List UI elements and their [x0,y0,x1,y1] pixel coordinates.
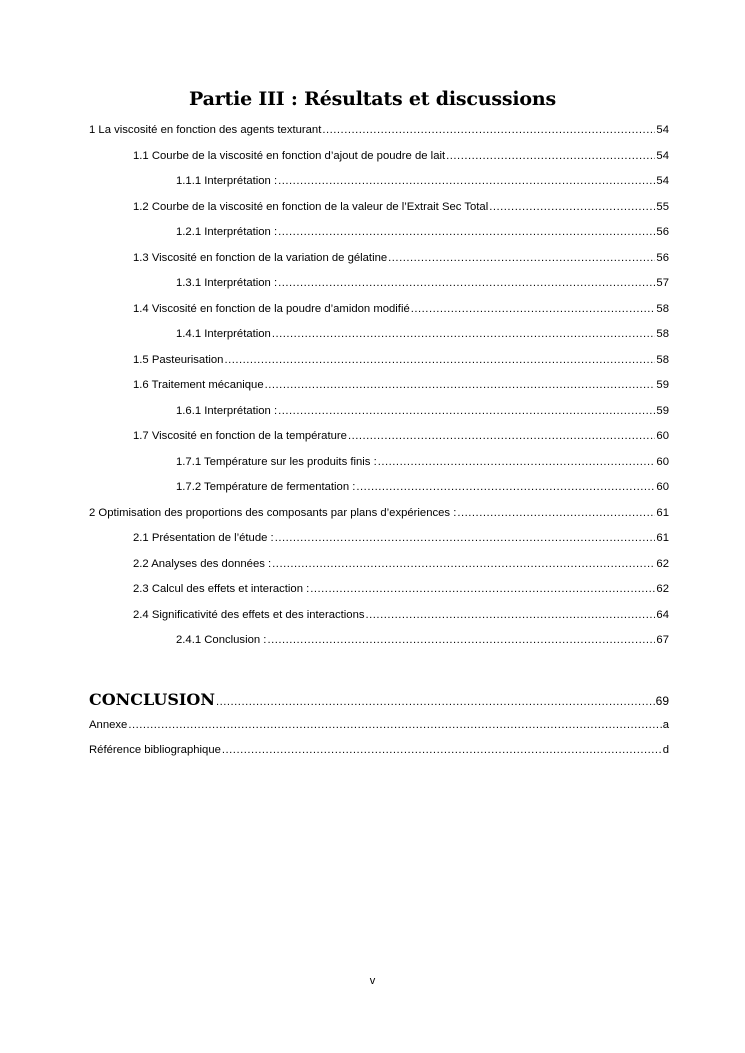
toc-entry[interactable] [176,453,669,479]
toc-entry-page: 61 [656,532,669,544]
toc-entry-text: 2.4 Significativité des effets et des interactions [133,608,365,621]
toc-entry[interactable] [176,402,669,428]
toc-entry[interactable] [176,274,669,300]
toc-entry-page: 61 [656,506,669,519]
toc-entry-text: 1.7 Viscosité en fonction de la température [133,430,347,442]
toc-entry-text: 1.5 Pasteurisation [133,353,224,366]
toc-entries [89,121,669,657]
toc-entry[interactable] [133,249,669,275]
toc-entry-text: 1.4.1 Interprétation [176,328,271,340]
toc-entry-conclusion[interactable] [89,688,669,716]
toc-entry-text: 1.7.2 Température de fermentation : [176,481,356,493]
toc-entry-page: a [662,718,669,731]
toc-entry-page: 59 [656,379,669,391]
toc-entry[interactable] [133,351,669,377]
toc-entry[interactable] [176,223,669,249]
toc-entry-text: 1.1 Courbe de la viscosité en fonction d’ajout de poudre de lait [133,149,446,162]
toc-leader-dots [322,121,655,140]
toc-leader-dots [278,402,655,421]
toc-leader-dots [411,300,656,319]
toc-entry-page: 69 [655,693,669,708]
toc-leader-dots [348,427,655,446]
toc-entry-text: 1.6.1 Interprétation : [176,404,278,417]
toc-entry-page: 62 [656,557,669,570]
toc-leader-dots [224,351,655,370]
toc-leader-dots [489,198,655,217]
toc-entry-page: 60 [656,455,669,468]
toc-entry-text: 1.6 Traitement mécanique [133,379,264,391]
toc-entry[interactable] [176,172,669,198]
toc-leader-dots [128,716,661,735]
toc-entry-text: 1.2.1 Interprétation : [176,226,278,238]
toc-entry-page: 60 [656,481,669,493]
toc-leader-dots [388,249,655,268]
toc-entry-text: 1.3 Viscosité en fonction de la variation de gélatine [133,251,388,264]
toc-entry[interactable] [176,478,669,504]
toc-entry[interactable] [133,555,669,581]
toc-entry-text: 1.7.1 Température sur les produits finis : [176,455,377,468]
spacer [89,657,669,688]
toc-entry-page: 60 [656,430,669,442]
toc-entry[interactable] [133,529,669,555]
toc-entry-page: 55 [656,200,669,213]
toc-entry-text: CONCLUSION [89,689,215,709]
toc-leader-dots [378,453,656,472]
toc-entry-page: 54 [656,175,669,187]
toc-entry[interactable] [176,325,669,351]
toc-entry-page: 54 [656,124,669,136]
toc-entry[interactable] [133,376,669,402]
toc-entry-page: 62 [656,583,669,595]
page-number-footer: v [369,975,376,987]
toc-entry-page: 56 [656,226,669,238]
toc-entry-text: 2 Optimisation des proportions des composants par plans d’expériences : [89,506,457,519]
toc-entry[interactable] [133,427,669,453]
toc-entry-page: 58 [656,328,669,340]
toc-entry-text: 1.1.1 Interprétation : [176,175,278,187]
toc-entry-page: d [662,744,669,756]
toc-entry[interactable] [89,504,669,530]
table-of-contents [89,121,669,767]
toc-entry-text: 1.2 Courbe de la viscosité en fonction de la valeur de l’Extrait Sec Total [133,200,489,213]
toc-leader-dots [356,478,655,497]
toc-leader-dots [267,631,655,650]
toc-entry-annexe[interactable] [89,716,669,742]
toc-entry-page: 58 [656,353,669,366]
toc-entry[interactable] [133,580,669,606]
toc-entry-page: 57 [656,277,669,289]
toc-leader-dots [216,690,655,714]
toc-entry[interactable] [133,300,669,326]
toc-entry-page: 64 [656,608,669,621]
toc-entry-text: 1 La viscosité en fonction des agents texturant [89,124,322,136]
toc-leader-dots [265,376,656,395]
toc-entry-references[interactable] [89,741,669,767]
toc-entry-page: 54 [656,149,669,162]
toc-entry-text: 1.3.1 Interprétation : [176,277,278,289]
toc-entry-text: 1.4 Viscosité en fonction de la poudre d’amidon modifié [133,302,410,315]
toc-entry-text: 2.2 Analyses des données : [133,557,272,570]
toc-leader-dots [310,580,655,599]
toc-leader-dots [222,741,662,760]
toc-entry-text: Annexe [89,718,128,731]
toc-entry[interactable] [133,606,669,632]
toc-leader-dots [272,555,655,574]
toc-entry[interactable] [133,198,669,224]
toc-leader-dots [272,325,656,344]
toc-entry[interactable] [133,147,669,173]
toc-entry-text: 2.1 Présentation de l’étude : [133,532,274,544]
toc-entry[interactable] [89,121,669,147]
toc-leader-dots [446,147,655,166]
toc-entry-page: 56 [656,251,669,264]
toc-entry-page: 67 [656,634,669,646]
toc-leader-dots [278,172,655,191]
toc-leader-dots [278,223,655,242]
toc-entry-page: 59 [656,404,669,417]
toc-entry-page: 58 [656,302,669,315]
toc-entry-text: 2.4.1 Conclusion : [176,634,267,646]
toc-entry[interactable] [176,631,669,657]
toc-entry-text: 2.3 Calcul des effets et interaction : [133,583,310,595]
toc-leader-dots [278,274,655,293]
toc-leader-dots [275,529,656,548]
page-title: Partie III : Résultats et discussions [189,88,556,110]
toc-entry-text: Référence bibliographique [89,744,221,756]
toc-leader-dots [366,606,656,625]
toc-leader-dots [457,504,655,523]
